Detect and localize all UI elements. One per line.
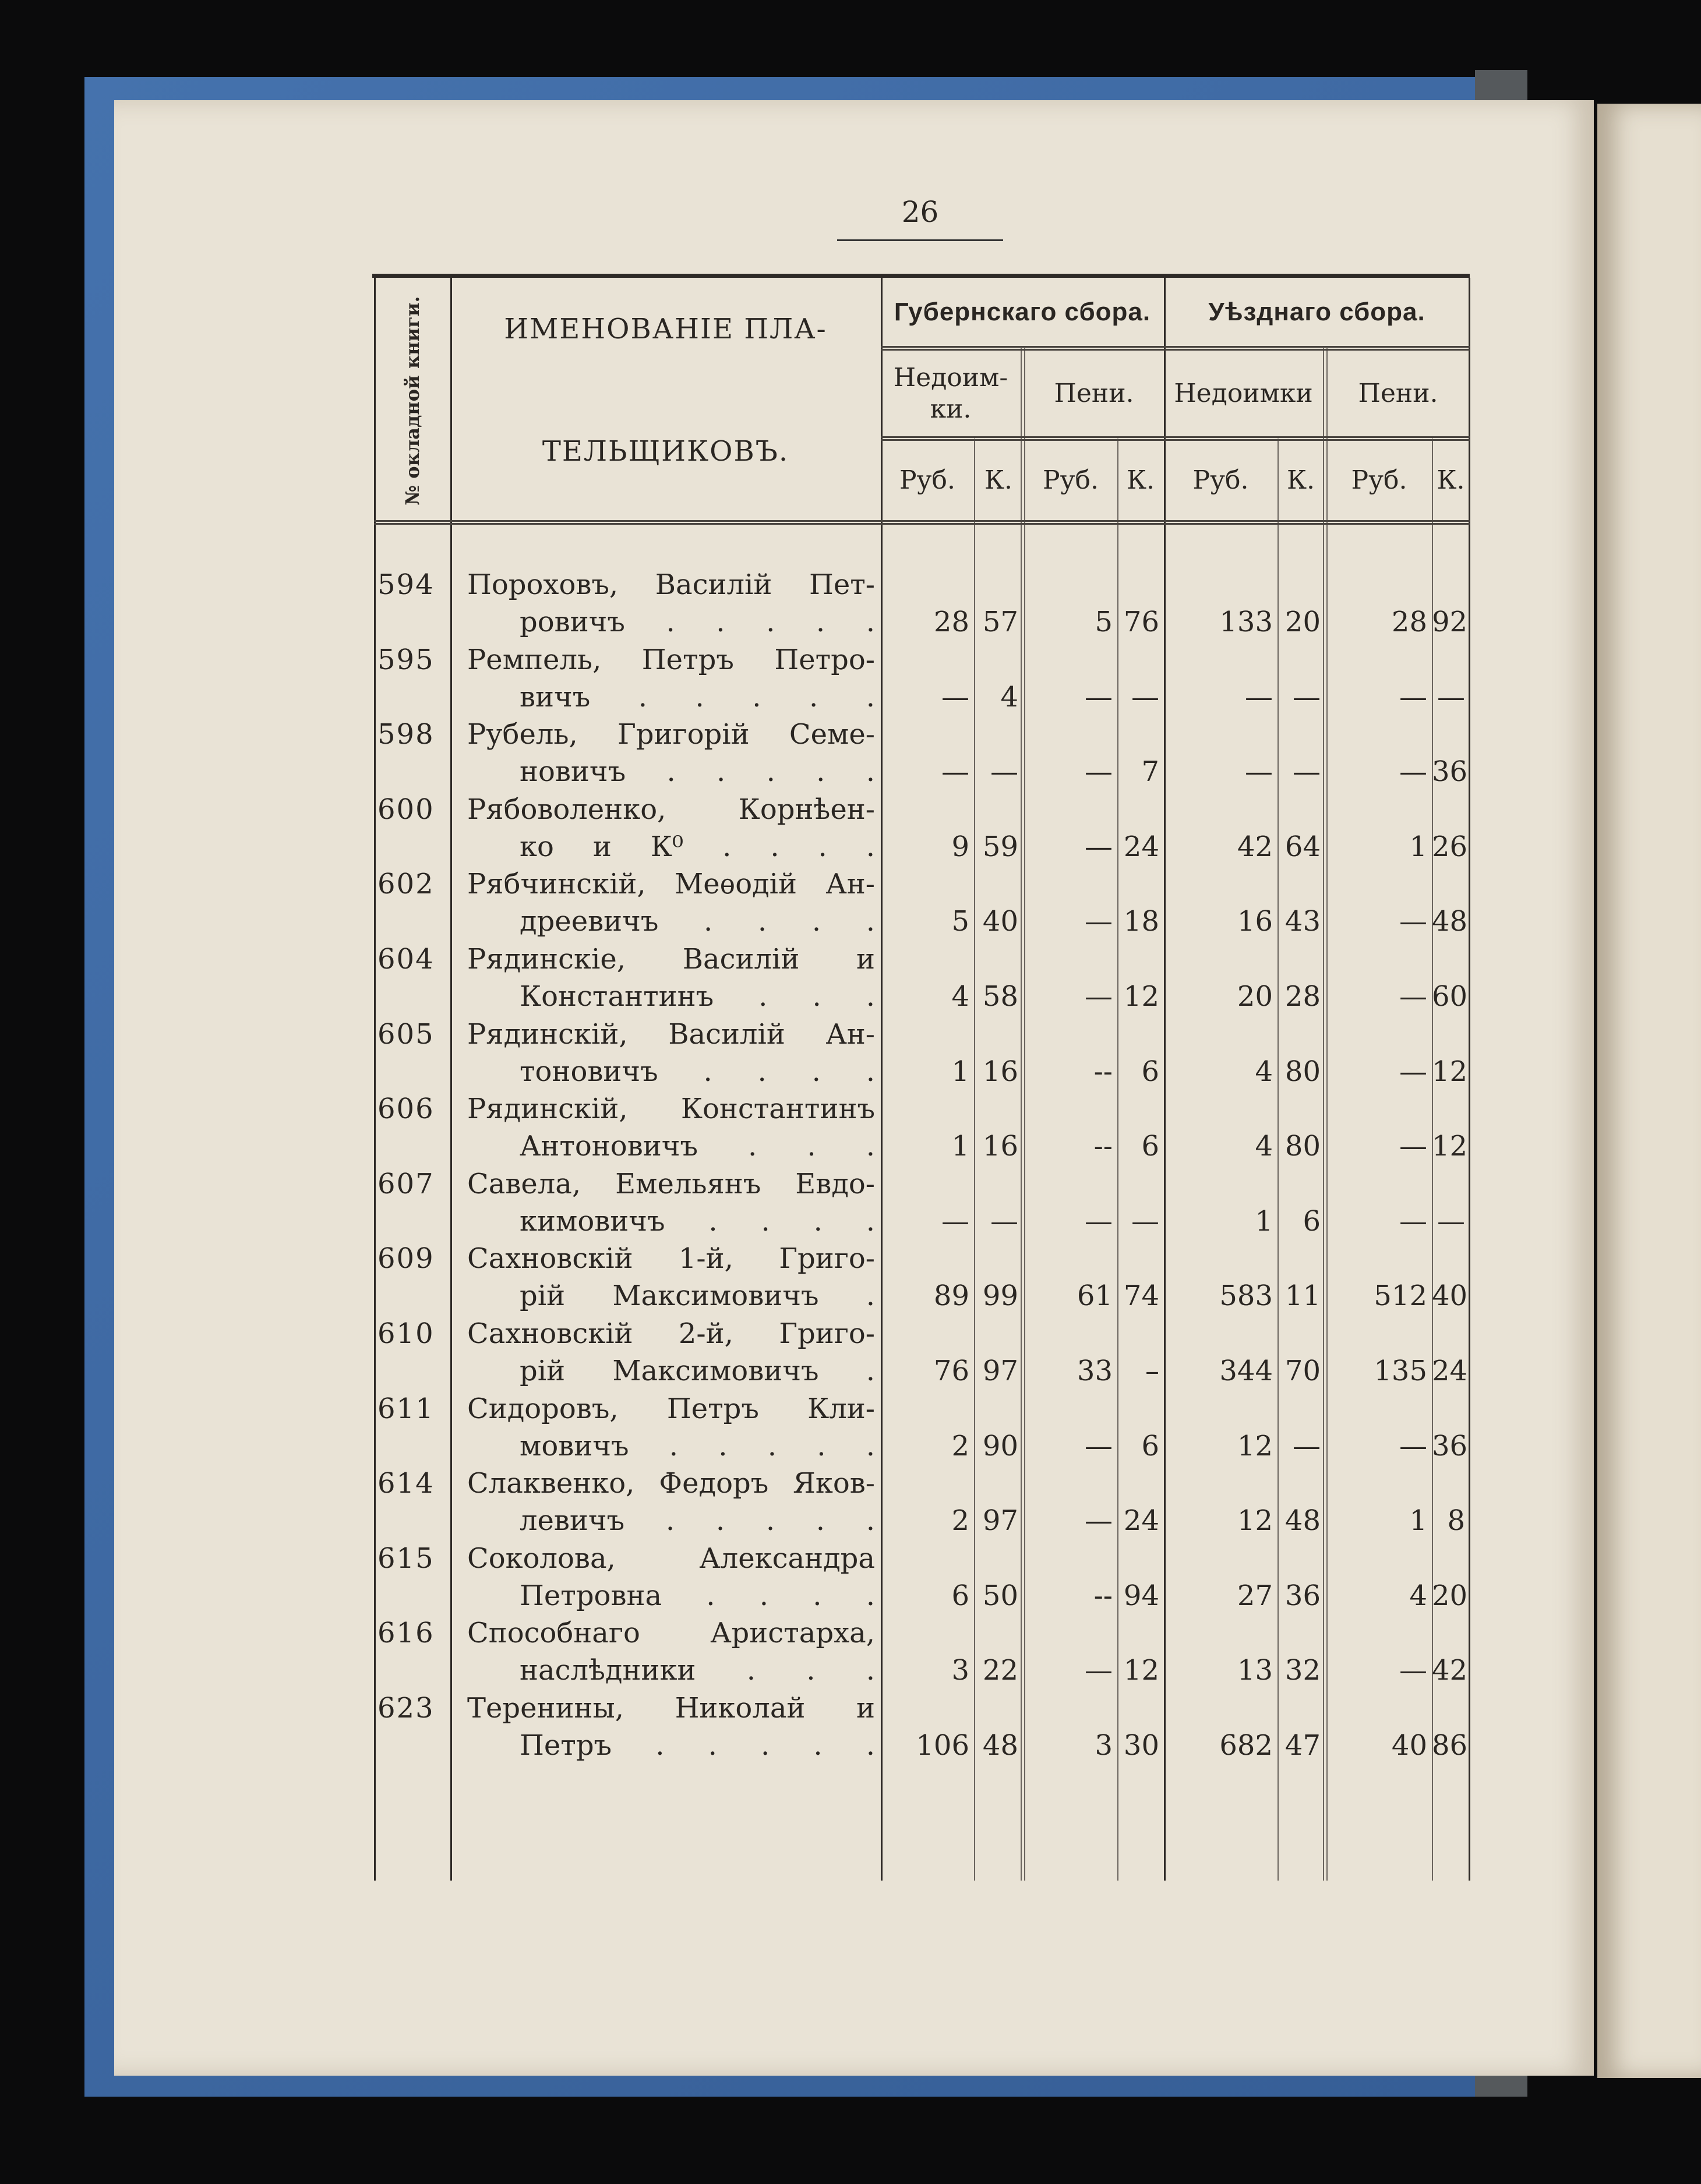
payer-name-line1: Теренины, Николай и: [467, 1691, 875, 1724]
uezd-arrears-rub: 20: [1237, 980, 1273, 1013]
payer-name-line1: Рубель, Григорій Семе-: [467, 718, 875, 751]
uezd-arrears-kop: 64: [1284, 830, 1321, 863]
book-number: 607: [377, 1167, 435, 1200]
uezd-arrears-kop: 80: [1284, 1130, 1321, 1163]
page-right-edge: [1597, 104, 1701, 2078]
uezd-arrears-kop: 32: [1284, 1654, 1321, 1687]
uezd-arrears-kop: 36: [1284, 1579, 1321, 1612]
gub-fines-kop: 24: [1123, 1504, 1159, 1538]
gub-arrears-kop: 58: [982, 980, 1018, 1013]
payer-name-line2: рій Максимовичъ .: [520, 1354, 875, 1387]
gub-fines-rub: —: [1085, 1504, 1113, 1538]
gub-fines-rub: --: [1093, 1055, 1113, 1088]
uezd-fines-rub: 512: [1374, 1280, 1427, 1313]
gub-arrears-kop: 57: [982, 606, 1018, 638]
gub-fines-rub: --: [1093, 1579, 1113, 1612]
uezd-fines-rub: —: [1399, 905, 1427, 938]
gub-fines-kop: 12: [1123, 1654, 1159, 1687]
gub-fines-kop: 12: [1123, 980, 1159, 1013]
gub-arrears-rub: 9: [951, 830, 969, 863]
header-gub-arrears-line1: Недоим-: [893, 362, 1008, 393]
table-row: [374, 641, 1470, 716]
header-uezd-arrears: Недоимки: [1174, 378, 1313, 408]
payer-name-line1: Рядинскіе, Василій и: [467, 942, 875, 976]
payer-name-line1: Рябчинскій, Меѳодій Ан-: [467, 868, 875, 901]
gub-fines-rub: 5: [1095, 606, 1113, 638]
gub-fines-rub: --: [1093, 1130, 1113, 1163]
table-row: [374, 941, 1470, 1016]
uezd-fines-rub: 4: [1409, 1579, 1427, 1612]
gub-arrears-kop: 97: [982, 1504, 1018, 1538]
gub-fines-rub: —: [1085, 755, 1113, 789]
uezd-fines-kop: 36: [1432, 1429, 1468, 1462]
table-row: [374, 1165, 1470, 1241]
book-number: 615: [377, 1542, 435, 1575]
header-gub-arrears-line2: ки.: [930, 394, 972, 424]
gub-fines-rub: —: [1085, 1429, 1113, 1462]
uezd-arrears-kop: 43: [1284, 905, 1321, 938]
uezd-arrears-rub: 16: [1237, 905, 1273, 938]
table-row: [374, 1240, 1470, 1315]
header-kop: К.: [984, 465, 1013, 495]
header-gub-fines: Пени.: [1054, 378, 1134, 408]
gub-arrears-rub: 28: [933, 606, 969, 638]
payer-name-line2: левичъ . . . . .: [520, 1504, 875, 1538]
uezd-arrears-kop: —: [1293, 755, 1321, 789]
uezd-fines-kop: 86: [1432, 1729, 1468, 1762]
payer-name-line1: Сахновскій 2-й, Григо-: [467, 1317, 875, 1350]
book-number: 606: [377, 1093, 435, 1126]
table-row: [374, 1016, 1470, 1091]
uezd-fines-kop: 12: [1432, 1055, 1468, 1088]
uezd-arrears-kop: 47: [1284, 1729, 1321, 1762]
uezd-fines-kop: 26: [1432, 830, 1468, 863]
payer-name-line1: Способнаго Аристарха,: [467, 1617, 875, 1650]
uezd-fines-rub: 40: [1391, 1729, 1427, 1762]
book-number: 609: [377, 1242, 435, 1275]
header-gub-arrears: [881, 351, 1021, 436]
uezd-fines-rub: —: [1399, 755, 1427, 789]
payer-name-line1: Рябоволенко, Корнѣен-: [467, 793, 875, 826]
gub-fines-kop: 94: [1123, 1579, 1159, 1612]
table-row: [374, 791, 1470, 866]
uezd-fines-kop: 92: [1432, 606, 1468, 638]
book-number: 604: [377, 942, 435, 976]
book-number: 616: [377, 1617, 435, 1650]
uezd-fines-rub: —: [1399, 1429, 1427, 1462]
gub-fines-kop: 6: [1141, 1130, 1159, 1163]
gub-fines-rub: 61: [1077, 1280, 1113, 1313]
uezd-fines-rub: 135: [1374, 1354, 1427, 1387]
gub-fines-kop: –: [1145, 1354, 1159, 1387]
payer-name-line1: Соколова, Александра: [467, 1542, 875, 1575]
uezd-fines-kop: 60: [1432, 980, 1468, 1013]
uezd-arrears-rub: 4: [1255, 1130, 1273, 1163]
uezd-arrears-rub: 1: [1255, 1204, 1273, 1238]
gub-fines-kop: 18: [1123, 905, 1159, 938]
uezd-arrears-kop: 11: [1284, 1280, 1321, 1313]
uezd-fines-kop: 20: [1432, 1579, 1468, 1612]
uezd-fines-rub: —: [1399, 1204, 1427, 1238]
table-body: [374, 566, 1470, 1765]
table-row: [374, 1315, 1470, 1390]
gub-arrears-kop: 97: [982, 1354, 1018, 1387]
gub-fines-kop: 74: [1123, 1280, 1159, 1313]
header-rule: [881, 346, 1470, 351]
gub-arrears-kop: 4: [1000, 680, 1018, 713]
gub-fines-rub: 3: [1095, 1729, 1113, 1762]
uezd-fines-kop: 36: [1432, 755, 1468, 789]
payer-name-line2: ко и К⁰ . . . .: [520, 830, 875, 863]
book-number: 598: [377, 718, 435, 751]
table-row: [374, 1090, 1470, 1165]
uezd-fines-kop: 12: [1432, 1130, 1468, 1163]
gub-fines-kop: 6: [1141, 1055, 1159, 1088]
gub-arrears-rub: —: [941, 755, 969, 789]
gub-arrears-rub: 5: [951, 905, 969, 938]
table-row: [374, 1540, 1470, 1615]
uezd-arrears-kop: 28: [1284, 980, 1321, 1013]
gub-arrears-kop: —: [990, 755, 1018, 789]
gub-arrears-kop: 16: [982, 1130, 1018, 1163]
payer-name-line2: рій Максимовичъ .: [520, 1280, 875, 1313]
gub-fines-kop: —: [1131, 1204, 1159, 1238]
payer-name-line1: Ремпель, Петръ Петро-: [467, 643, 875, 676]
header-name-line1: ИМЕНОВАНІЕ ПЛА-: [504, 313, 827, 345]
gub-arrears-kop: —: [990, 1204, 1018, 1238]
gub-fines-kop: 6: [1141, 1429, 1159, 1462]
table-row: [374, 865, 1470, 941]
table-row: [374, 1390, 1470, 1465]
gub-arrears-rub: 3: [951, 1654, 969, 1687]
uezd-arrears-rub: 4: [1255, 1055, 1273, 1088]
gub-arrears-rub: 89: [933, 1280, 969, 1313]
payer-name-line1: Сидоровъ, Петръ Кли-: [467, 1392, 875, 1425]
uezd-arrears-kop: 70: [1284, 1354, 1321, 1387]
gub-arrears-kop: 16: [982, 1055, 1018, 1088]
book-number: 610: [377, 1317, 435, 1350]
gub-arrears-rub: —: [941, 680, 969, 713]
payer-name-line2: дреевичъ . . . .: [520, 905, 875, 938]
book-number: 595: [377, 643, 435, 676]
header-rub: Руб.: [1351, 465, 1407, 495]
uezd-fines-rub: —: [1399, 1055, 1427, 1088]
payer-name-line2: вичъ . . . . .: [520, 680, 875, 713]
gub-arrears-rub: 4: [951, 980, 969, 1013]
header-book-number-label: № окладной книги.: [401, 295, 424, 506]
header-kop: К.: [1437, 465, 1465, 495]
uezd-arrears-rub: 27: [1237, 1579, 1273, 1612]
uezd-fines-kop: 24: [1432, 1354, 1468, 1387]
gub-arrears-rub: 76: [933, 1354, 969, 1387]
table-row: [374, 566, 1470, 641]
payer-name-line1: Рядинскій, Константинъ: [467, 1093, 875, 1126]
header-uezd-group: Уѣзднаго сбора.: [1208, 298, 1425, 326]
gub-fines-rub: —: [1085, 1204, 1113, 1238]
gub-fines-kop: 30: [1123, 1729, 1159, 1762]
payer-name-line1: Сахновскій 1-й, Григо-: [467, 1242, 875, 1275]
uezd-arrears-kop: 80: [1284, 1055, 1321, 1088]
uezd-fines-kop: 42: [1432, 1654, 1468, 1687]
gub-arrears-kop: 59: [982, 830, 1018, 863]
uezd-fines-kop: —: [1437, 1204, 1465, 1238]
uezd-fines-rub: 1: [1409, 1504, 1427, 1538]
header-bottom-rule: [374, 520, 1470, 525]
gub-arrears-kop: 99: [982, 1280, 1018, 1313]
header-book-number: [374, 278, 450, 522]
payer-name-line2: тоновичъ . . . .: [520, 1055, 875, 1088]
gub-fines-kop: —: [1131, 680, 1159, 713]
uezd-fines-rub: —: [1399, 1654, 1427, 1687]
gub-arrears-kop: 48: [982, 1729, 1018, 1762]
book-number: 594: [377, 568, 435, 601]
gub-arrears-rub: 2: [951, 1504, 969, 1538]
uezd-arrears-rub: 583: [1219, 1280, 1273, 1313]
header-kop: К.: [1126, 465, 1155, 495]
payer-name-line2: новичъ . . . . .: [520, 755, 875, 789]
uezd-fines-kop: 40: [1432, 1280, 1468, 1313]
gub-arrears-kop: 40: [982, 905, 1018, 938]
book-number: 611: [377, 1392, 435, 1425]
header-rule: [881, 436, 1470, 441]
gub-fines-rub: 33: [1077, 1354, 1113, 1387]
uezd-fines-kop: 8: [1447, 1504, 1465, 1538]
gub-arrears-rub: 106: [916, 1729, 969, 1762]
payer-name-line1: Пороховъ, Василій Пет-: [467, 568, 875, 601]
gub-fines-kop: 24: [1123, 830, 1159, 863]
uezd-arrears-rub: 13: [1237, 1654, 1273, 1687]
uezd-fines-kop: —: [1437, 680, 1465, 713]
payer-name-line2: Петръ . . . . .: [520, 1729, 875, 1762]
uezd-arrears-rub: 133: [1219, 606, 1273, 638]
uezd-arrears-rub: —: [1245, 755, 1273, 789]
gub-arrears-kop: 22: [982, 1654, 1018, 1687]
uezd-arrears-kop: —: [1293, 1429, 1321, 1462]
payer-name-line2: Антоновичъ . . .: [520, 1130, 875, 1163]
uezd-arrears-rub: 344: [1219, 1354, 1273, 1387]
table-row: [374, 1690, 1470, 1765]
gub-fines-rub: —: [1085, 1654, 1113, 1687]
payer-name-line1: Рядинскій, Василій Ан-: [467, 1017, 875, 1051]
header-name-line2: ТЕЛЬЩИКОВЪ.: [542, 435, 789, 468]
uezd-arrears-kop: 20: [1284, 606, 1321, 638]
header-rub: Руб.: [899, 465, 955, 495]
payer-name-line2: Константинъ . . .: [520, 980, 875, 1013]
book-number: 600: [377, 793, 435, 826]
book-number: 602: [377, 868, 435, 901]
gub-fines-rub: —: [1085, 830, 1113, 863]
gub-fines-kop: 76: [1123, 606, 1159, 638]
uezd-fines-rub: —: [1399, 980, 1427, 1013]
gub-arrears-kop: 50: [982, 1579, 1018, 1612]
uezd-arrears-kop: —: [1293, 680, 1321, 713]
header-uezd-fines: Пени.: [1358, 378, 1438, 408]
header-kop: К.: [1286, 465, 1315, 495]
page-number-rule: [837, 239, 1003, 241]
uezd-arrears-kop: 48: [1284, 1504, 1321, 1538]
table-row: [374, 716, 1470, 791]
uezd-fines-kop: 48: [1432, 905, 1468, 938]
gub-arrears-rub: 1: [951, 1055, 969, 1088]
book-number: 605: [377, 1017, 435, 1051]
uezd-fines-rub: 28: [1391, 606, 1427, 638]
gub-fines-rub: —: [1085, 680, 1113, 713]
gub-fines-kop: 7: [1141, 755, 1159, 789]
table-row: [374, 1465, 1470, 1540]
gub-arrears-rub: 1: [951, 1130, 969, 1163]
payer-name-line2: Петровна . . . .: [520, 1579, 875, 1612]
gub-arrears-rub: —: [941, 1204, 969, 1238]
payer-name-line2: мовичъ . . . . .: [520, 1429, 875, 1462]
uezd-arrears-kop: 6: [1303, 1204, 1321, 1238]
uezd-arrears-rub: 42: [1237, 830, 1273, 863]
gub-arrears-kop: 90: [982, 1429, 1018, 1462]
uezd-arrears-rub: —: [1245, 680, 1273, 713]
book-number: 614: [377, 1467, 435, 1500]
payer-name-line1: Савела, Емельянъ Евдо-: [467, 1167, 875, 1200]
uezd-arrears-rub: 12: [1237, 1504, 1273, 1538]
payer-name-line2: наслѣдники . . .: [520, 1654, 875, 1687]
gub-fines-rub: —: [1085, 980, 1113, 1013]
uezd-arrears-rub: 682: [1219, 1729, 1273, 1762]
header-rub: Руб.: [1192, 465, 1249, 495]
header-rub: Руб.: [1043, 465, 1099, 495]
gub-arrears-rub: 2: [951, 1429, 969, 1462]
uezd-fines-rub: —: [1399, 680, 1427, 713]
page-number: 26: [901, 195, 939, 229]
uezd-arrears-rub: 12: [1237, 1429, 1273, 1462]
book-number: 623: [377, 1691, 435, 1724]
payer-name-line2: кимовичъ . . . .: [520, 1204, 875, 1238]
uezd-fines-rub: 1: [1409, 830, 1427, 863]
payer-name-line1: Слаквенко, Федоръ Яков-: [467, 1467, 875, 1500]
payer-name-line2: ровичъ . . . . .: [520, 606, 875, 638]
table-top-rule: [372, 274, 1470, 278]
gub-fines-rub: —: [1085, 905, 1113, 938]
header-gub-group: Губернскаго сбора.: [894, 298, 1151, 326]
gub-arrears-rub: 6: [951, 1579, 969, 1612]
table-row: [374, 1614, 1470, 1690]
uezd-fines-rub: —: [1399, 1130, 1427, 1163]
